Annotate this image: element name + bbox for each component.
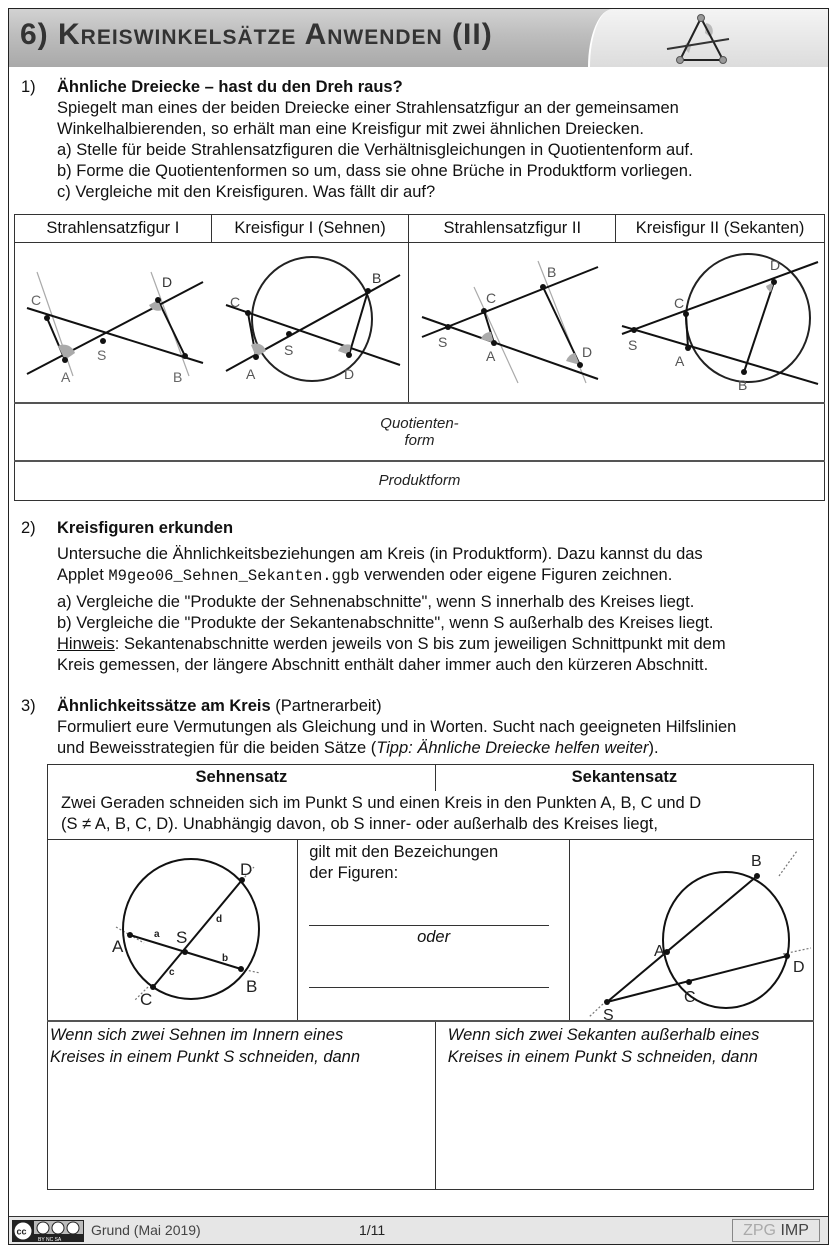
svg-text:D: D <box>239 860 252 880</box>
answer-line-1[interactable] <box>309 884 549 926</box>
column-header-sehnensatz: Sehnensatz <box>48 765 436 791</box>
page-title: 6) Kreiswinkelsätze Anwenden (II) <box>20 18 493 51</box>
produktform-row[interactable]: Produktform <box>15 461 825 501</box>
strahlensatz-figure-1 <box>23 260 203 385</box>
svg-text:c: c <box>168 967 175 979</box>
svg-text:B: B <box>371 269 382 286</box>
hint-line: Hinweis: Sekantenabschnitte werden jeweils von S bis zum jeweiligen Schnittpunkt mit dem <box>57 635 726 653</box>
svg-text:A: A <box>485 347 495 364</box>
sehnensatz-figure <box>78 847 268 1010</box>
page-number: 1/11 <box>359 1222 386 1238</box>
oder-label: oder <box>417 927 451 946</box>
svg-text:S: S <box>627 336 638 353</box>
applet-filename: M9geo06_Sehnen_Sekanten.ggb <box>108 567 360 585</box>
worksheet-page <box>8 8 829 1245</box>
svg-text:A: A <box>61 368 71 385</box>
svg-text:B: B <box>245 977 257 997</box>
task-text-line: Spiegelt man eines der beiden Dreiecke einer Strahlensatzfigur an der gemeinsamen <box>57 99 679 117</box>
svg-text:A: A <box>674 352 685 369</box>
column-header: Strahlensatzfigur I <box>15 215 212 243</box>
svg-text:S: S <box>283 341 294 358</box>
column-header: Kreisfigur II (Sekanten) <box>616 215 825 243</box>
svg-text:C: C <box>673 294 684 311</box>
page-footer <box>9 1216 828 1244</box>
svg-text:S: S <box>175 928 187 948</box>
task-number: 3) <box>21 697 36 715</box>
svg-text:C: C <box>229 293 240 310</box>
svg-text:B: B <box>751 853 763 871</box>
sekantensatz-answer-box[interactable]: Wenn sich zwei Sekanten außerhalb eines Kreises in einem Punkt S schneiden, dann <box>435 1021 813 1189</box>
figure-cell <box>15 243 212 403</box>
zpg-imp-logo: ZPG IMP <box>732 1219 820 1242</box>
svg-text:B: B <box>546 263 556 280</box>
kreisfigur-sehnen <box>220 255 400 385</box>
svg-text:b: b <box>221 953 228 965</box>
svg-text:C: C <box>485 289 496 306</box>
task-subtask-b: b) Forme die Quotientenformen so um, dass sie ohne Brüche in Produktform vorliegen. <box>57 162 693 180</box>
svg-text:BY NC SA: BY NC SA <box>38 1237 62 1243</box>
svg-text:D: D <box>581 343 592 360</box>
svg-text:C: C <box>684 989 697 1007</box>
svg-text:S: S <box>97 346 107 363</box>
sehnensatz-answer-box[interactable]: Wenn sich zwei Sehnen im Innern eines Kreises in einem Punkt S schneiden, dann <box>48 1021 436 1189</box>
sehnen-figure-cell <box>48 839 298 1021</box>
sekanten-figure-cell <box>569 839 813 1025</box>
svg-text:cc: cc <box>16 1226 27 1237</box>
svg-text:D: D <box>769 256 780 273</box>
svg-text:D: D <box>793 959 806 977</box>
figure-cell <box>409 243 616 403</box>
task-subtask-a: a) Vergleiche die "Produkte der Sehnenabschnitte", wenn S innerhalb des Kreises liegt. <box>57 593 695 611</box>
task-heading: Kreisfiguren erkunden <box>57 519 234 537</box>
svg-text:C: C <box>31 291 42 308</box>
column-header: Kreisfigur I (Sehnen) <box>211 215 409 243</box>
author-date: Grund (Mai 2019) <box>91 1222 201 1238</box>
svg-text:d: d <box>215 914 222 926</box>
sekantensatz-figure <box>571 842 811 1025</box>
header-bar <box>9 9 828 67</box>
task-number: 2) <box>21 519 36 537</box>
svg-text:a: a <box>153 929 160 941</box>
svg-text:B: B <box>737 376 748 393</box>
svg-text:S: S <box>603 1007 615 1025</box>
svg-text:A: A <box>654 943 666 961</box>
triangle-with-line-icon <box>663 13 733 65</box>
tip-text: Tipp: Ähnliche Dreiecke helfen weiter <box>376 739 649 757</box>
column-header-sekantensatz: Sekantensatz <box>435 765 813 791</box>
task-text-line: Winkelhalbierenden, so erhält man eine Kreisfigur mit zwei ähnlichen Dreiecken. <box>57 120 644 138</box>
task-subtask-a: a) Stelle für beide Strahlensatzfiguren die Verhältnisgleichungen in Quotientenform auf. <box>57 141 694 159</box>
svg-text:S: S <box>437 333 447 350</box>
figure-cell <box>616 243 825 403</box>
answer-line-2[interactable] <box>309 947 549 988</box>
kreisfigur-sekanten <box>620 250 820 393</box>
saetze-table <box>47 764 814 1190</box>
task-subtask-c: c) Vergleiche mit den Kreisfiguren. Was fällt dir auf? <box>57 183 436 201</box>
task-text-line: Formuliert eure Vermutungen als Gleichung und in Worten. Sucht nach geeigneten Hilfslinien <box>57 718 737 736</box>
task-text-line: Applet M9geo06_Sehnen_Sekanten.ggb verwenden oder eigene Figuren zeichnen. <box>57 566 673 585</box>
svg-text:B: B <box>173 368 183 385</box>
svg-text:A: A <box>245 365 256 382</box>
svg-text:C: C <box>139 990 152 1010</box>
strahlensatz-table <box>14 214 825 501</box>
hint-label: Hinweis <box>57 635 115 653</box>
task-text-line: und Beweisstrategien für die beiden Sätze (Tipp: Ähnliche Dreiecke helfen weiter). <box>57 739 659 757</box>
task-text-line: Untersuche die Ähnlichkeitsbeziehungen am Kreis (in Produktform). Dazu kannst du das <box>57 545 703 563</box>
task-heading: Ähnlichkeitssätze am Kreis (Partnerarbeit) <box>57 697 382 715</box>
task-subtask-b: b) Vergleiche die "Produkte der Sekantenabschnitte", wenn S außerhalb des Kreises liegt. <box>57 614 714 632</box>
column-header: Strahlensatzfigur II <box>409 215 616 243</box>
svg-text:D: D <box>343 365 354 382</box>
svg-text:D: D <box>162 273 173 290</box>
formula-cell: gilt mit den Bezeichungen der Figuren: oder <box>298 839 570 1021</box>
svg-text:A: A <box>111 937 123 957</box>
figure-cell <box>211 243 409 403</box>
strahlensatz-figure-2 <box>418 255 608 385</box>
theorem-intro: Zwei Geraden schneiden sich im Punkt S und einen Kreis in den Punkten A, B, C und D (S ≠ A, B, C, D). Unabhängig davon, ob S inner- oder außerhalb des Kreises liegt, <box>48 791 814 840</box>
quotientenform-row[interactable]: Quotienten- form <box>15 403 825 461</box>
hint-line: Kreis gemessen, der längere Abschnitt enthält daher immer auch den kürzeren Abschnitt. <box>57 656 709 674</box>
task-heading: Ähnliche Dreiecke – hast du den Dreh raus? <box>57 78 403 96</box>
cc-license-icon <box>12 1220 84 1242</box>
task-number: 1) <box>21 78 36 96</box>
